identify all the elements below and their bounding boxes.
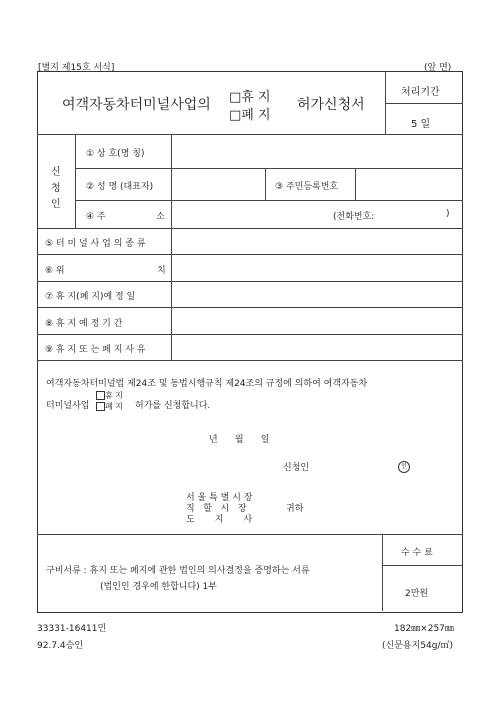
option-close [96, 401, 123, 412]
form-code: 33331-16411민 [37, 624, 107, 634]
option-suspend-label: 휴 지 [105, 391, 123, 400]
label-address: ④ 주 [86, 212, 106, 222]
phone-label: (전화번호: [333, 212, 375, 222]
label-planned-period: ⑧ 휴 지 예 정 기 간 [45, 319, 123, 329]
rule [265, 168, 266, 200]
fee-label: 수 수 료 [401, 548, 433, 558]
date-line: 년 월 일 [209, 435, 270, 445]
fee-value: 2만원 [405, 589, 429, 599]
label-reason: ⑨ 휴 지 또 는 폐 지 사 유 [45, 345, 146, 355]
authority-seoul: 서 울 특 별 시 장 [186, 493, 253, 503]
checkbox-suspend[interactable] [96, 391, 105, 400]
label-address-2: 소 [156, 212, 165, 222]
rule [37, 360, 463, 361]
phone-close: ) [446, 209, 450, 219]
rule [355, 168, 356, 200]
rule [385, 103, 463, 104]
declaration-line-2: 터미널사업 [46, 401, 90, 411]
label-planned-date: ⑦ 휴 지(폐 지)예 정 일 [45, 292, 136, 302]
applicant-group-1: 신 [51, 167, 61, 178]
rule [37, 228, 463, 229]
form-title: 여객자동차터미널사업의 [62, 97, 211, 113]
rule [385, 71, 386, 134]
rule [382, 534, 383, 611]
title-option-close: □폐 지 [229, 108, 271, 123]
required-documents: 구비서류 : 휴지 또는 폐지에 관한 법인의 의사결정을 증명하는 서류 [46, 566, 310, 576]
applicant-group-3: 인 [51, 199, 61, 210]
title-option-suspend: □휴 지 [229, 90, 271, 105]
checkbox-close[interactable] [96, 402, 105, 411]
rule [75, 168, 463, 169]
rule [37, 534, 463, 535]
applicant-signature-label: 신청인 [283, 463, 310, 473]
paper-size: 182㎜×257㎜ [394, 624, 454, 634]
label-location: ⑥ 위 [45, 266, 65, 276]
rule [75, 200, 463, 201]
rule [171, 134, 172, 360]
declaration-line-1: 여객자동차터미널법 제24조 및 동법시행규칙 제24조의 규정에 의하여 여객자동차 [46, 379, 368, 389]
option-close-label: 폐 지 [105, 402, 123, 411]
applicant-group-2: 청 [51, 183, 61, 194]
rule [37, 254, 463, 255]
approval-date: 92.7.4승인 [37, 641, 84, 651]
required-documents-note: (법인인 경우에 한합니다) 1부 [100, 582, 217, 592]
paper-type: (신문용지54g/㎡) [382, 641, 453, 651]
label-resident-number: ③ 주민등록번호 [275, 182, 339, 192]
option-suspend [96, 390, 123, 401]
recipient-honorific: 귀하 [286, 504, 304, 514]
rule [37, 334, 463, 335]
rule [382, 565, 463, 566]
label-location-2: 치 [157, 266, 166, 276]
authority-city: 직 할 시 장 [186, 504, 247, 514]
declaration-line-2-tail: 허가를 신청합니다. [135, 401, 211, 411]
processing-value: 5 일 [411, 119, 431, 130]
title-tail: 허가신청서 [297, 97, 365, 113]
label-representative: ② 성 명 (대표자) [86, 182, 154, 192]
processing-label: 처리기간 [401, 87, 440, 98]
form-number: [별지 제15호 서식] [38, 63, 115, 73]
rule [37, 281, 463, 282]
rule [75, 134, 76, 228]
label-company-name: ① 상 호(명 칭) [86, 149, 145, 159]
rule [37, 307, 463, 308]
authority-province: 도 지 사 [186, 515, 253, 525]
seal-mark: 인 [398, 461, 410, 473]
rule [37, 134, 463, 135]
page-side: (앞 면) [424, 63, 452, 73]
label-business-type: ⑤ 터 미 널 사 업 의 종 류 [45, 239, 146, 249]
